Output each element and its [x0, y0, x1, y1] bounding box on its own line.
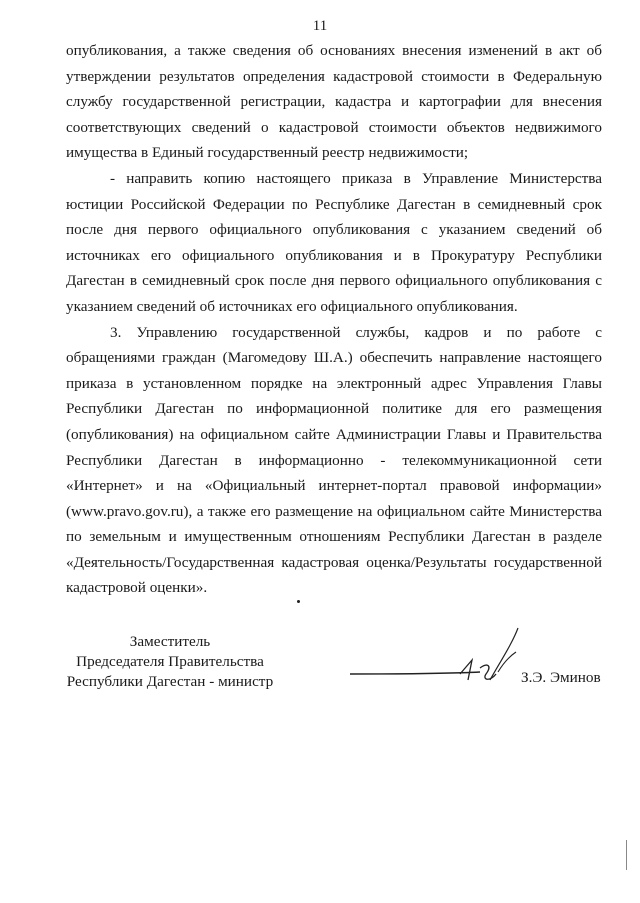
paragraph-send-copy: - направить копию настоящего приказа в Управление Министерства юстиции Российской Федерации по Республике Дагестан в семидневный срок после дня первого официального опубликования с указанием сведений об источниках его официального опубликования и в Прокуратуру Республики Дагестан в семидневный срок после дня первого официального опубликования с указанием сведений об источниках его официального опубликования. — [66, 169, 602, 315]
signer-title-line-2: Председателя Правительства — [76, 653, 264, 670]
signer-title-line-3: Республики Дагестан - министр — [66, 673, 274, 690]
page-number: 11 — [312, 18, 328, 34]
signer-name: З.Э. Эминов — [521, 669, 601, 686]
margin-mark — [626, 840, 627, 870]
signature-graphic — [340, 622, 520, 694]
document-body — [66, 38, 602, 601]
handwritten-signature — [340, 622, 520, 699]
ink-dot — [297, 600, 300, 603]
signer-title-line-1: Заместитель — [129, 633, 211, 650]
paragraph-continuation: опубликования, а также сведения об основаниях внесения изменений в акт об утверждении результатов определения кадастровой стоимости в Федеральную службу государственной регистрации, кадастра и картографии для внесения соответствующих сведений о кадастровой стоимости объектов недвижимого имущества в Единый государственный реестр недвижимости; — [66, 42, 602, 162]
paragraph-item-3: 3. Управлению государственной службы, кадров и по работе с обращениями граждан (Магомедову Ш.А.) обеспечить направление настоящего приказа в установленном порядке на электронный адрес Управления Главы Республики Дагестан по информационной политике для его размещения (опубликования) на официальном сайте Администрации Главы и Правительства Республики Дагестан в информационно - телекоммуникационной сети «Интернет» и на «Официальный интернет-портал правовой информации» (www.pravo.gov.ru), а также его размещение на официальном сайте Министерства по земельным и имущественным отношениям Республики Дагестан в разделе «Деятельность/Государственная кадастровая оценка/Результаты государственной кадастровой оценки». — [66, 323, 602, 597]
signer-title-block — [60, 632, 280, 692]
